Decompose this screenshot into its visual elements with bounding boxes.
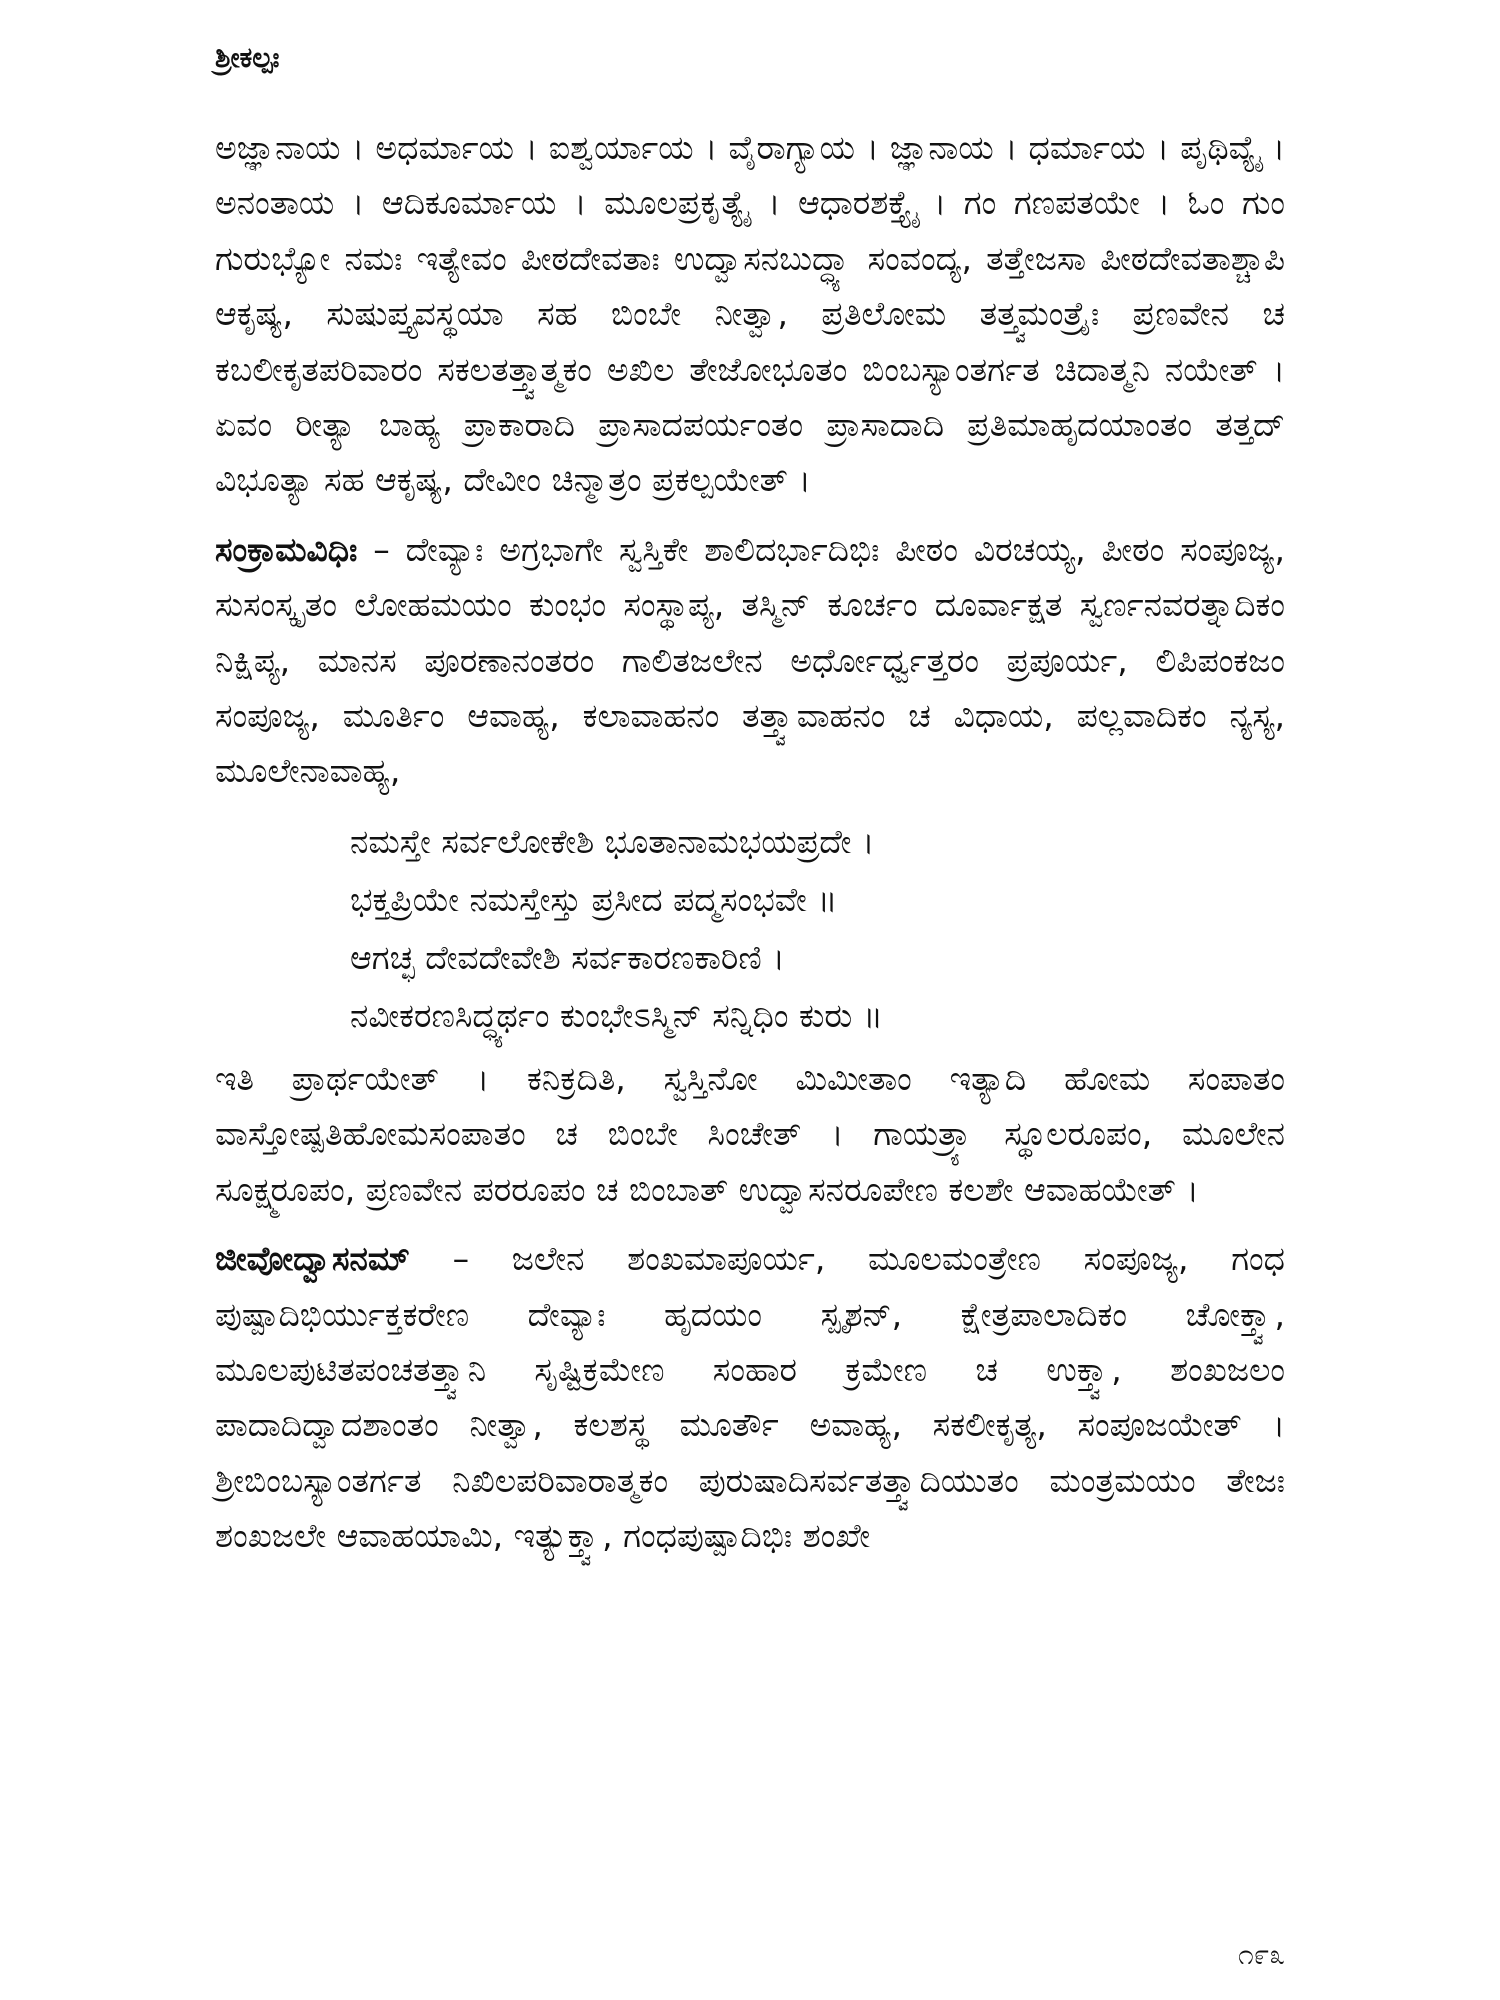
- paragraph-prarthana: ಇತಿ ಪ್ರಾರ್ಥಯೇತ್ । ಕನಿಕ್ರದಿತಿ, ಸ್ವಸ್ತಿನೋ ಮಿಮೀತಾಂ ಇತ್ಯಾದಿ ಹೋಮ ಸಂಪಾತಂ ವಾಸ್ತೋಷ್ಪತಿಹೋಮಸಂಪಾತಂ ಚ ಬಿಂಬೇ ಸಿಂಚೇತ್ । ಗಾಯತ್ರ್ಯಾ ಸ್ಥೂಲರೂಪಂ, ಮೂಲೇನ ಸೂಕ್ಷ್ಮರೂಪಂ, ಪ್ರಣವೇನ ಪರರೂಪಂ ಚ ಬಿಂಬಾತ್ ಉದ್ವಾಸನರೂಪೇಣ ಕಲಶೇ ಆವಾಹಯೇತ್ ।: [215, 1058, 1285, 1209]
- paragraph-peetha-devata: ಅಜ್ಞಾನಾಯ । ಅಧರ್ಮಾಯ । ಐಶ್ವರ್ಯಾಯ । ವೈರಾಗ್ಯಾಯ । ಜ್ಞಾನಾಯ । ಧರ್ಮಾಯ । ಪೃಥಿವ್ಯೈ । ಅನಂತಾಯ । ಆದಿಕೂರ್ಮಾಯ । ಮೂಲಪ್ರಕೃತ್ಯೈ । ಆಧಾರಶಕ್ತ್ಯೈ । ಗಂ ಗಣಪತಯೇ । ಓಂ ಗುಂ ಗುರುಭ್ಯೋ ನಮಃ ಇತ್ಯೇವಂ ಪೀಠದೇವತಾಃ ಉದ್ವಾಸನಬುದ್ಧ್ಯಾ ಸಂವಂದ್ಯ, ತತ್ತೇಜಸಾ ಪೀಠದೇವತಾಶ್ಚಾಪಿ ಆಕೃಷ್ಯ, ಸುಷುಪ್ತ್ಯವಸ್ಥಯಾ ಸಹ ಬಿಂಬೇ ನೀತ್ವಾ, ಪ್ರತಿಲೋಮ ತತ್ತ್ವಮಂತ್ರೈಃ ಪ್ರಣವೇನ ಚ ಕಬಲೀಕೃತಪರಿವಾರಂ ಸಕಲತತ್ತ್ವಾತ್ಮಕಂ ಅಖಿಲ ತೇಜೋಭೂತಂ ಬಿಂಬಸ್ಯಾಂತರ್ಗತ ಚಿದಾತ್ಮನಿ ನಯೇತ್ । ಏವಂ ರೀತ್ಯಾ ಬಾಹ್ಯ ಪ್ರಾಕಾರಾದಿ ಪ್ರಾಸಾದಪರ್ಯಂತಂ ಪ್ರಾಸಾದಾದಿ ಪ್ರತಿಮಾಹೃದಯಾಂತಂ ತತ್ತದ್ ವಿಭೂತ್ಯಾ ಸಹ ಆಕೃಷ್ಯ, ದೇವೀಂ ಚಿನ್ಮಾತ್ರಂ ಪ್ರಕಲ್ಪಯೇತ್ ।: [215, 128, 1285, 500]
- body-text: [215, 120, 1285, 1578]
- verse-line: ಭಕ್ತಪ್ರಿಯೇ ನಮಸ್ತೇಸ್ತು ಪ್ರಸೀದ ಪದ್ಮಸಂಭವೇ ॥: [350, 879, 838, 919]
- running-head: ಶ್ರೀಕಲ್ಪಃ: [215, 41, 280, 74]
- page-number: ೧೯೩: [1237, 1938, 1285, 1971]
- paragraph-jeevodvasana-text: – ಜಲೇನ ಶಂಖಮಾಪೂರ್ಯ, ಮೂಲಮಂತ್ರೇಣ ಸಂಪೂಜ್ಯ, ಗಂಧ ಪುಷ್ಪಾದಿಭಿರ್ಯುಕ್ತಕರೇಣ ದೇವ್ಯಾಃ ಹೃದಯಂ ಸ್ಪೃಶನ್, ಕ್ಷೇತ್ರಪಾಲಾದಿಕಂ ಚೋಕ್ತ್ವಾ, ಮೂಲಪುಟಿತಪಂಚತತ್ತ್ವಾನಿ ಸೃಷ್ಟಿಕ್ರಮೇಣ ಸಂಹಾರ ಕ್ರಮೇಣ ಚ ಉಕ್ತ್ವಾ, ಶಂಖಜಲಂ ಪಾದಾದಿದ್ವಾದಶಾಂತಂ ನೀತ್ವಾ, ಕಲಶಸ್ಥ ಮೂರ್ತೌ ಅವಾಹ್ಯ, ಸಕಲೀಕೃತ್ಯ, ಸಂಪೂಜಯೇತ್ । ಶ್ರೀಬಿಂಬಸ್ಯಾಂತರ್ಗತ ನಿಖಿಲಪರಿವಾರಾತ್ಮಕಂ ಪುರುಷಾದಿಸರ್ವತತ್ತ್ವಾದಿಯುತಂ ಮಂತ್ರಮಯಂ ತೇಜಃ ಶಂಖಜಲೇ ಆವಾಹಯಾಮಿ, ಇತ್ಯುಕ್ತ್ವಾ, ಗಂಧಪುಷ್ಪಾದಿಭಿಃ ಶಂಖೇ: [215, 1239, 1285, 1556]
- verse-block: [215, 813, 1285, 1045]
- verse-line: ನವೀಕರಣಸಿದ್ಧ್ಯರ್ಥಂ ಕುಂಭೇಽಸ್ಮಿನ್ ಸನ್ನಿಧಿಂ ಕುರು ॥: [350, 995, 883, 1035]
- paragraph-sankrama-vidhi: [215, 522, 1285, 799]
- section-heading-sankrama-vidhi: ಸಂಕ್ರಾಮವಿಧಿಃ: [215, 529, 358, 569]
- section-heading-jeevodvasana: ಜೀವೋದ್ವಾಸನಮ್: [215, 1239, 410, 1279]
- paragraph-sankrama-vidhi-text: – ದೇವ್ಯಾಃ ಅಗ್ರಭಾಗೇ ಸ್ವಸ್ತಿಕೇ ಶಾಲಿದರ್ಭಾದಿಭಿಃ ಪೀಠಂ ವಿರಚಯ್ಯ, ಪೀಠಂ ಸಂಪೂಜ್ಯ, ಸುಸಂಸ್ಕೃತಂ ಲೋಹಮಯಂ ಕುಂಭಂ ಸಂಸ್ಥಾಪ್ಯ, ತಸ್ಮಿನ್ ಕೂರ್ಚಂ ದೂರ್ವಾಕ್ಷತ ಸ್ವರ್ಣನವರತ್ನಾದಿಕಂ ನಿಕ್ಷಿಪ್ಯ, ಮಾನಸ ಪೂರಣಾನಂತರಂ ಗಾಲಿತಜಲೇನ ಅರ್ಧೋರ್ಧ್ವತ್ತರಂ ಪ್ರಪೂರ್ಯ, ಲಿಪಿಪಂಕಜಂ ಸಂಪೂಜ್ಯ, ಮೂರ್ತಿಂ ಆವಾಹ್ಯ, ಕಲಾವಾಹನಂ ತತ್ತ್ವಾವಾಹನಂ ಚ ವಿಧಾಯ, ಪಲ್ಲವಾದಿಕಂ ನ್ಯಸ್ಯ, ಮೂಲೇನಾವಾಹ್ಯ,: [215, 529, 1285, 791]
- paragraph-jeevodvasana: [215, 1231, 1285, 1563]
- verse-line: ಆಗಚ್ಛ ದೇವದೇವೇಶಿ ಸರ್ವಕಾರಣಕಾರಿಣಿ ।: [350, 937, 785, 977]
- verse-line: ನಮಸ್ತೇ ಸರ್ವಲೋಕೇಶಿ ಭೂತಾನಾಮಭಯಪ್ರದೇ ।: [350, 821, 875, 861]
